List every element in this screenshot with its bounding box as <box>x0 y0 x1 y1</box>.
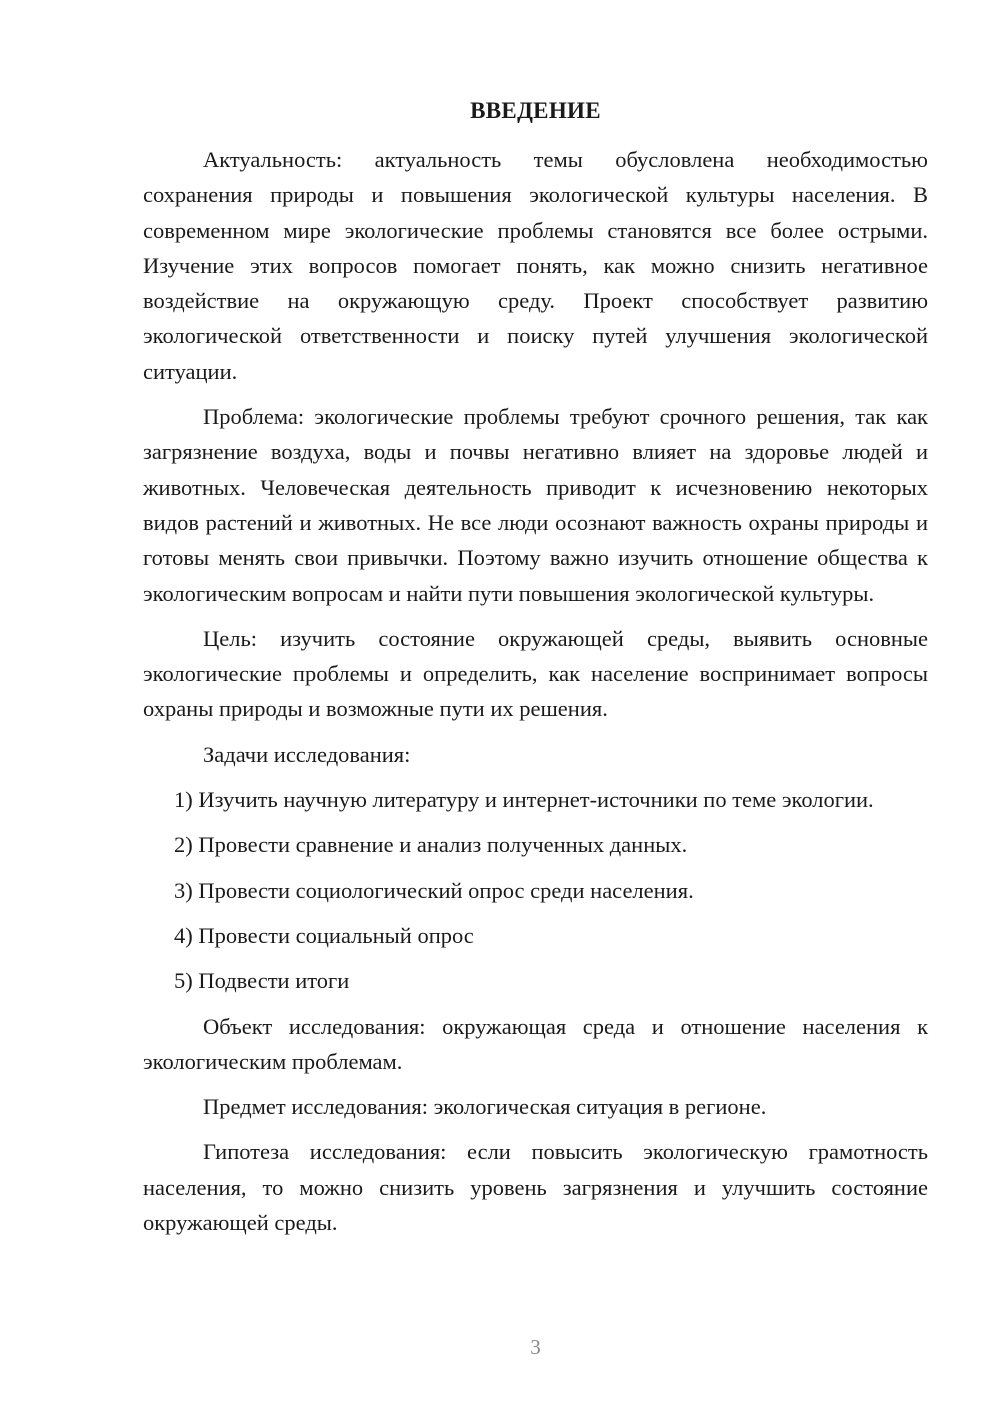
task-item-2: 2) Провести сравнение и анализ полученных данных. <box>174 832 688 858</box>
object-paragraph: Объект исследования: окружающая среда и отношение населения к экологическим проблемам. <box>143 1013 928 1074</box>
document-page <box>143 0 928 1414</box>
page-number: 3 <box>530 1335 541 1359</box>
task-item-1: 1) Изучить научную литературу и интернет-источники по теме экологии. <box>174 787 874 813</box>
subject-paragraph: Предмет исследования: экологическая ситуация в регионе. <box>203 1094 767 1120</box>
task-item-3: 3) Провести социологический опрос среди населения. <box>174 877 694 903</box>
tasks-heading: Задачи исследования: <box>203 741 411 767</box>
section-heading: ВВЕДЕНИЕ <box>470 98 601 123</box>
task-item-5: 5) Подвести итоги <box>174 968 350 994</box>
task-item-4: 4) Провести социальный опрос <box>174 922 474 948</box>
hypothesis-paragraph: Гипотеза исследования: если повысить экологическую грамотность населения, то можно снизить уровень загрязнения и улучшить состояние окружающей среды. <box>143 1139 928 1236</box>
document-body <box>143 142 928 1250</box>
relevance-paragraph: Актуальность: актуальность темы обусловлена необходимостью сохранения природы и повышения экологической культуры населения. В современном мире экологические проблемы становятся все более острыми. Изучение этих вопросов помогает понять, как можно снизить негативное воздействие на окружающую среду. Проект способствует развитию экологической ответственности и поиску путей улучшения экологической ситуации. <box>143 147 928 384</box>
problem-paragraph: Проблема: экологические проблемы требуют срочного решения, так как загрязнение воздуха, воды и почвы негативно влияет на здоровье людей и животных. Человеческая деятельность приводит к исчезновению некоторых видов растений и животных. Не все люди осознают важность охраны природы и готовы менять свои привычки. Поэтому важно изучить отношение общества к экологическим вопросам и найти пути повышения экологической культуры. <box>143 404 928 606</box>
goal-paragraph: Цель: изучить состояние окружающей среды, выявить основные экологические проблемы и определить, как население воспринимает вопросы охраны природы и возможные пути их решения. <box>143 625 928 722</box>
